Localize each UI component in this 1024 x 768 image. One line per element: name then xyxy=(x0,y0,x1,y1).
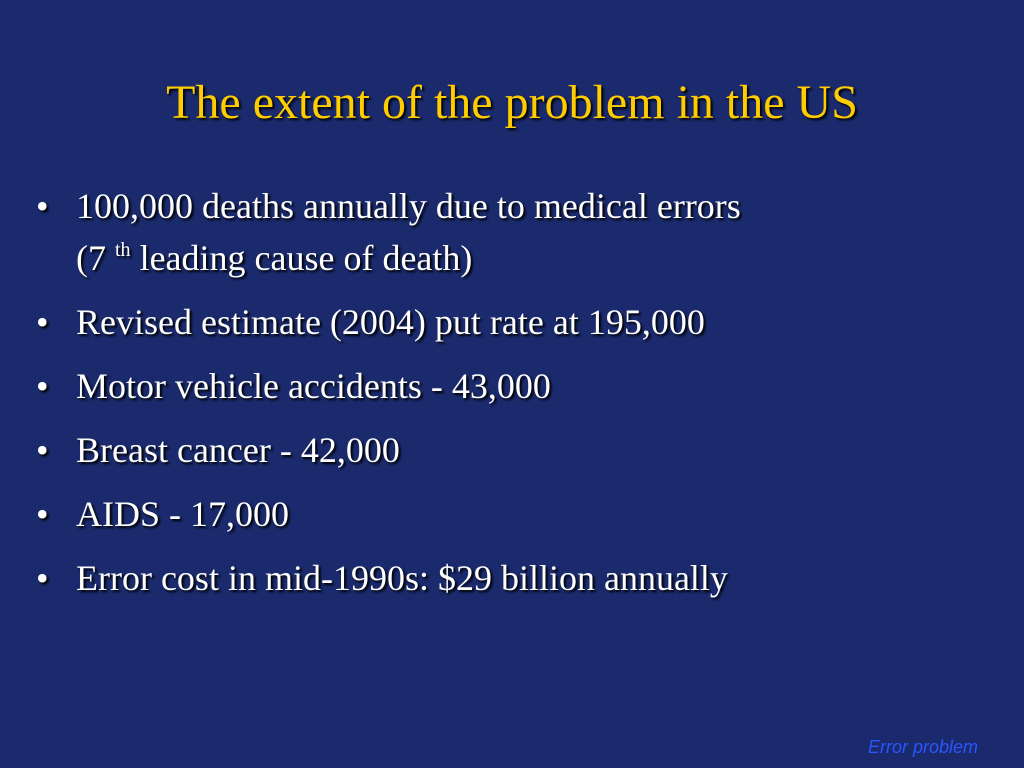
bullet-text-line2-suffix: leading cause of death) xyxy=(130,238,473,278)
bullet-symbol: • xyxy=(36,302,49,342)
bullet-text: AIDS - 17,000 xyxy=(76,494,289,534)
bullet-item xyxy=(30,360,990,412)
bullet-list xyxy=(30,180,990,616)
bullet-item xyxy=(30,552,990,604)
bullet-text-line1: 100,000 deaths annually due to medical errors xyxy=(76,186,741,226)
bullet-symbol: • xyxy=(36,494,49,534)
bullet-text: Revised estimate (2004) put rate at 195,000 xyxy=(76,302,705,342)
bullet-symbol: • xyxy=(36,366,49,406)
bullet-item xyxy=(30,296,990,348)
bullet-symbol: • xyxy=(36,430,49,470)
bullet-text: Error cost in mid-1990s: $29 billion annually xyxy=(76,558,728,598)
bullet-symbol: • xyxy=(36,186,49,226)
bullet-item xyxy=(30,488,990,540)
bullet-symbol: • xyxy=(36,558,49,598)
bullet-text: Motor vehicle accidents - 43,000 xyxy=(76,366,551,406)
bullet-item xyxy=(30,180,990,284)
bullet-text-line2-prefix: (7 xyxy=(76,238,115,278)
slide-title: The extent of the problem in the US xyxy=(166,76,858,129)
superscript-th: th xyxy=(115,239,131,261)
bullet-item xyxy=(30,424,990,476)
bullet-text: Breast cancer - 42,000 xyxy=(76,430,400,470)
footer-label: Error problem xyxy=(867,737,978,757)
